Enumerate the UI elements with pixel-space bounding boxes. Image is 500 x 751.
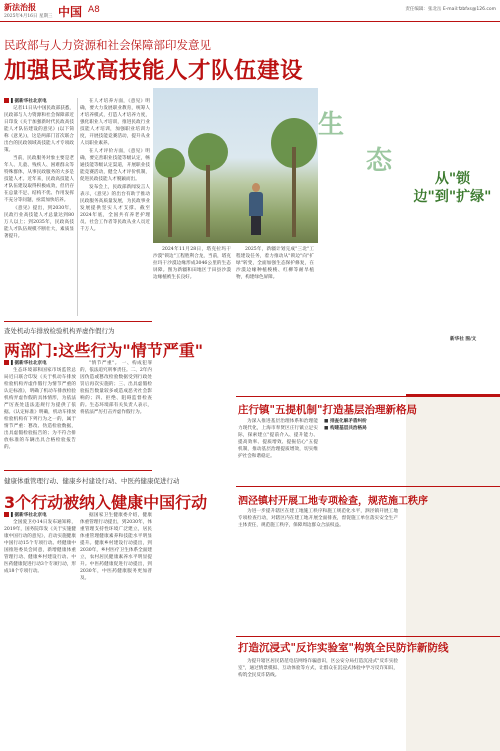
page-header: [0, 0, 500, 22]
paragraph: 当前，民政服务对象主要是老年人、儿童、残疾人、困难群众等特殊群体，从事民政服务的大多是技能人才。近年来，民政高技能人才队伍建设取得积极成效，但仍存在总量不足、结构不优、作用发挥不充分等问题，亟需加快培养。: [4, 156, 74, 203]
page-number: A8: [88, 5, 100, 15]
story3-column-1: [4, 512, 76, 748]
paragraph: "情节严重"。 一、构成犯罪的，依法追究刑事责任。二、2年内因伪造或篡改检验数据受到行政处罚后再次实施的；三、出具虚假检验报告数量较多或造成恶劣社会影响的；四、拒绝、阻碍监督检查的。生态环境部有关负责人表示，将依法严厉打击弄虚作假行为。: [80, 361, 152, 415]
section-divider: [4, 470, 152, 471]
story2-source: ▌据新华社北京电: [4, 360, 76, 367]
paragraph: 在人才培养方面，《意见》明确，要大力发展职业教育，统筹人才培养模式，打造人才培养力度，强化职业人才培训，推进民政行业技能人才培训，加强职业培训力度，开展技能竞赛活动，提升从业人员职业素养。: [80, 99, 150, 146]
sidebar-story2-text: [238, 508, 398, 610]
sidebar-story1-column-2: [324, 418, 402, 480]
paragraph: 据国家卫生健康委介绍，健康体重管理行动提出，到2030年，体重管理支持性环境广泛建立，居民体重管理健康素养和技能水平明显提升。健康乡村建设行动提出，到2030年，乡村医疗卫生体系全面建立，农村居民健康素养水平明显提升。中医药健康促进行动提出，到2030年，中医药健康服务更加普及。: [80, 513, 152, 581]
sidebar-story3-headline: 打造沉浸式"反诈实验室"构筑全民防诈新防线: [238, 642, 449, 654]
story3-source: ▌据新华社北京电: [4, 512, 76, 519]
paragraph: 为进一步提升辖区在建工地施工秩序和施工规范化水平，泗泾镇开展工地专项检查行动，对辖区内在建工地开展全面排查，督促施工单位落实安全生产主体责任，规范施工秩序，保障周边群众合法权益。: [238, 509, 398, 528]
sidebar-story2-headline: 泗泾镇村开展工地专项检查，规范施工秩序: [238, 496, 428, 507]
story2-kicker: 查处机动车排放检验机构弄虚作假行为: [4, 327, 115, 335]
top-story-column-1: [4, 98, 74, 316]
story2-column-1: [4, 360, 76, 464]
sidebar-story1-headline: 庄行镇"五提机制"打造基层治理新格局: [238, 404, 417, 416]
paragraph: 2024年11月28日，塔克拉玛干沙漠"锁边"工程胜利合龙，当前，塔克拉玛干沙漠边缘形成3046公里的生态屏障。图为新疆和田地区于田县沙漠边缘植被生长良好。: [153, 247, 231, 280]
newspaper-logo: 新法治报: [4, 2, 36, 12]
photo-feature-headline: 从"锁边"到"扩绿": [413, 171, 492, 205]
top-story-headline: 加强民政高技能人才队伍建设: [4, 58, 304, 84]
photo-credit: 新华社 图/文: [450, 337, 477, 342]
photo-feature-column-2: [236, 246, 314, 310]
paragraph: 在人才评价方面，《意见》明确，要完善职业技能等级认定，畅通技能等级认定渠道，开展职业技能竞赛活动，健全人才评价机制，促进民政技能人才脱颖而出。: [80, 149, 150, 182]
column-divider: [77, 98, 78, 316]
paragraph: 发布会上，民政部新闻发言人表示，《意见》的出台有助于推动民政服务高质量发展，为民政事业发展提供坚实人才支撑。截至2024年底，全国共有养老护理员、社会工作者等民政从业人员近千万人。: [80, 185, 150, 232]
issue-date: 2025年4月16日 星期三: [4, 14, 53, 19]
top-story-kicker: 民政部与人力资源和社会保障部印发意见: [4, 38, 211, 52]
story3-headline: 3个行动被纳入健康中国行动: [4, 493, 208, 512]
section-divider: [236, 486, 500, 487]
sidebar-story3-text: [238, 658, 398, 748]
person-figure: [248, 183, 264, 235]
desert-photo: [153, 88, 318, 243]
editor-info: 责任编辑：张北岳 E-mail:fzbfxs@126.com: [405, 7, 496, 12]
story2-column-2: [80, 360, 152, 464]
paragraph: 《意见》提出，到2030年，民政行业高技能人才总量达到80万人以上；到2035年，民政高技能人才队伍规模不断壮大，素质显著提升。: [4, 206, 74, 239]
deco-text: 生: [318, 110, 345, 140]
top-story-column-2: [80, 98, 150, 316]
paragraph: 全国爱卫办14日发布通知称，2019年，国务院印发《关于实施健康中国行动的意见》，启动实施健康中国行动15个专项行动。经健康中国推进委员会同意，新增健康体重管理行动、健康乡村建设行动、中医药健康促进行动3个专项行动，形成18个专项行动。: [4, 520, 76, 574]
deco-text: 态: [366, 146, 393, 176]
sidebar-story1-column-1: [238, 418, 318, 480]
paragraph: 记者11日从中国民政部获悉，民政部与人力资源和社会保障部近日印发《关于加强新时代民政高技能人才队伍建设的意见》(以下简称《意见》)，这是两部门首次联合出台的民政领域高技能人才专项政策。: [4, 106, 74, 153]
subheading: ■ 排查化解矛盾纠纷: [324, 419, 367, 424]
story2-headline: 两部门:这些行为"情节严重": [4, 341, 204, 360]
section-name: 中国: [58, 5, 83, 19]
paragraph: 生态环境部和国家市场监管总局近日联合印发《关于机动车排放检验机构弄虚作假行为情节严重的认定标准》，明确了机动车排放检验机构弄虚作假的具体情形，为依法严厉查处违法违规行为提供了依据。《认定标准》明确，机动车排放检验机构有下列行为之一的，属于情节严重：篡改、伪造检验数据，出具虚假检验报告的；为不符合排放标准的车辆出具合格检验报告的。: [4, 368, 76, 450]
paragraph: 为深入推进基层治理体系和治理能力现代化，上海市奉贤区庄行镇立足实际，探索建立"提前介入、提升能力、提高效率、提质增效、提振信心"五提机制，推动基层治理提质增效，切实维护社会和谐稳定。: [238, 419, 318, 459]
subheading: ■ 构建基层共治格局: [324, 426, 367, 431]
photo-feature-column-1: [153, 246, 231, 310]
paragraph: 2025年，新疆计划完成"三北"工程建设任务，着力推动从"锁边"向"扩绿"转变，全面加强生态保护修复，在沙漠边缘种植梭梭、红柳等耐旱植物，构建绿色屏障。: [236, 247, 314, 280]
story3-kicker: 健康体重管理行动、健康乡村建设行动、中医药健康促进行动: [4, 477, 180, 485]
top-story-source: ▌据新华社北京电: [4, 98, 74, 105]
story3-column-2: [80, 512, 152, 748]
section-divider: [236, 636, 500, 637]
section-divider: [4, 321, 152, 322]
section-divider: [236, 396, 500, 397]
sidebar-box: [406, 394, 500, 751]
paragraph: 为提升辖区居民防范电信网络诈骗意识，区公安分局打造沉浸式"反诈实验室"，通过情景模拟、互动体验等方式，让群众在沉浸式体验中学习反诈知识，构筑全民反诈防线。: [238, 659, 398, 678]
